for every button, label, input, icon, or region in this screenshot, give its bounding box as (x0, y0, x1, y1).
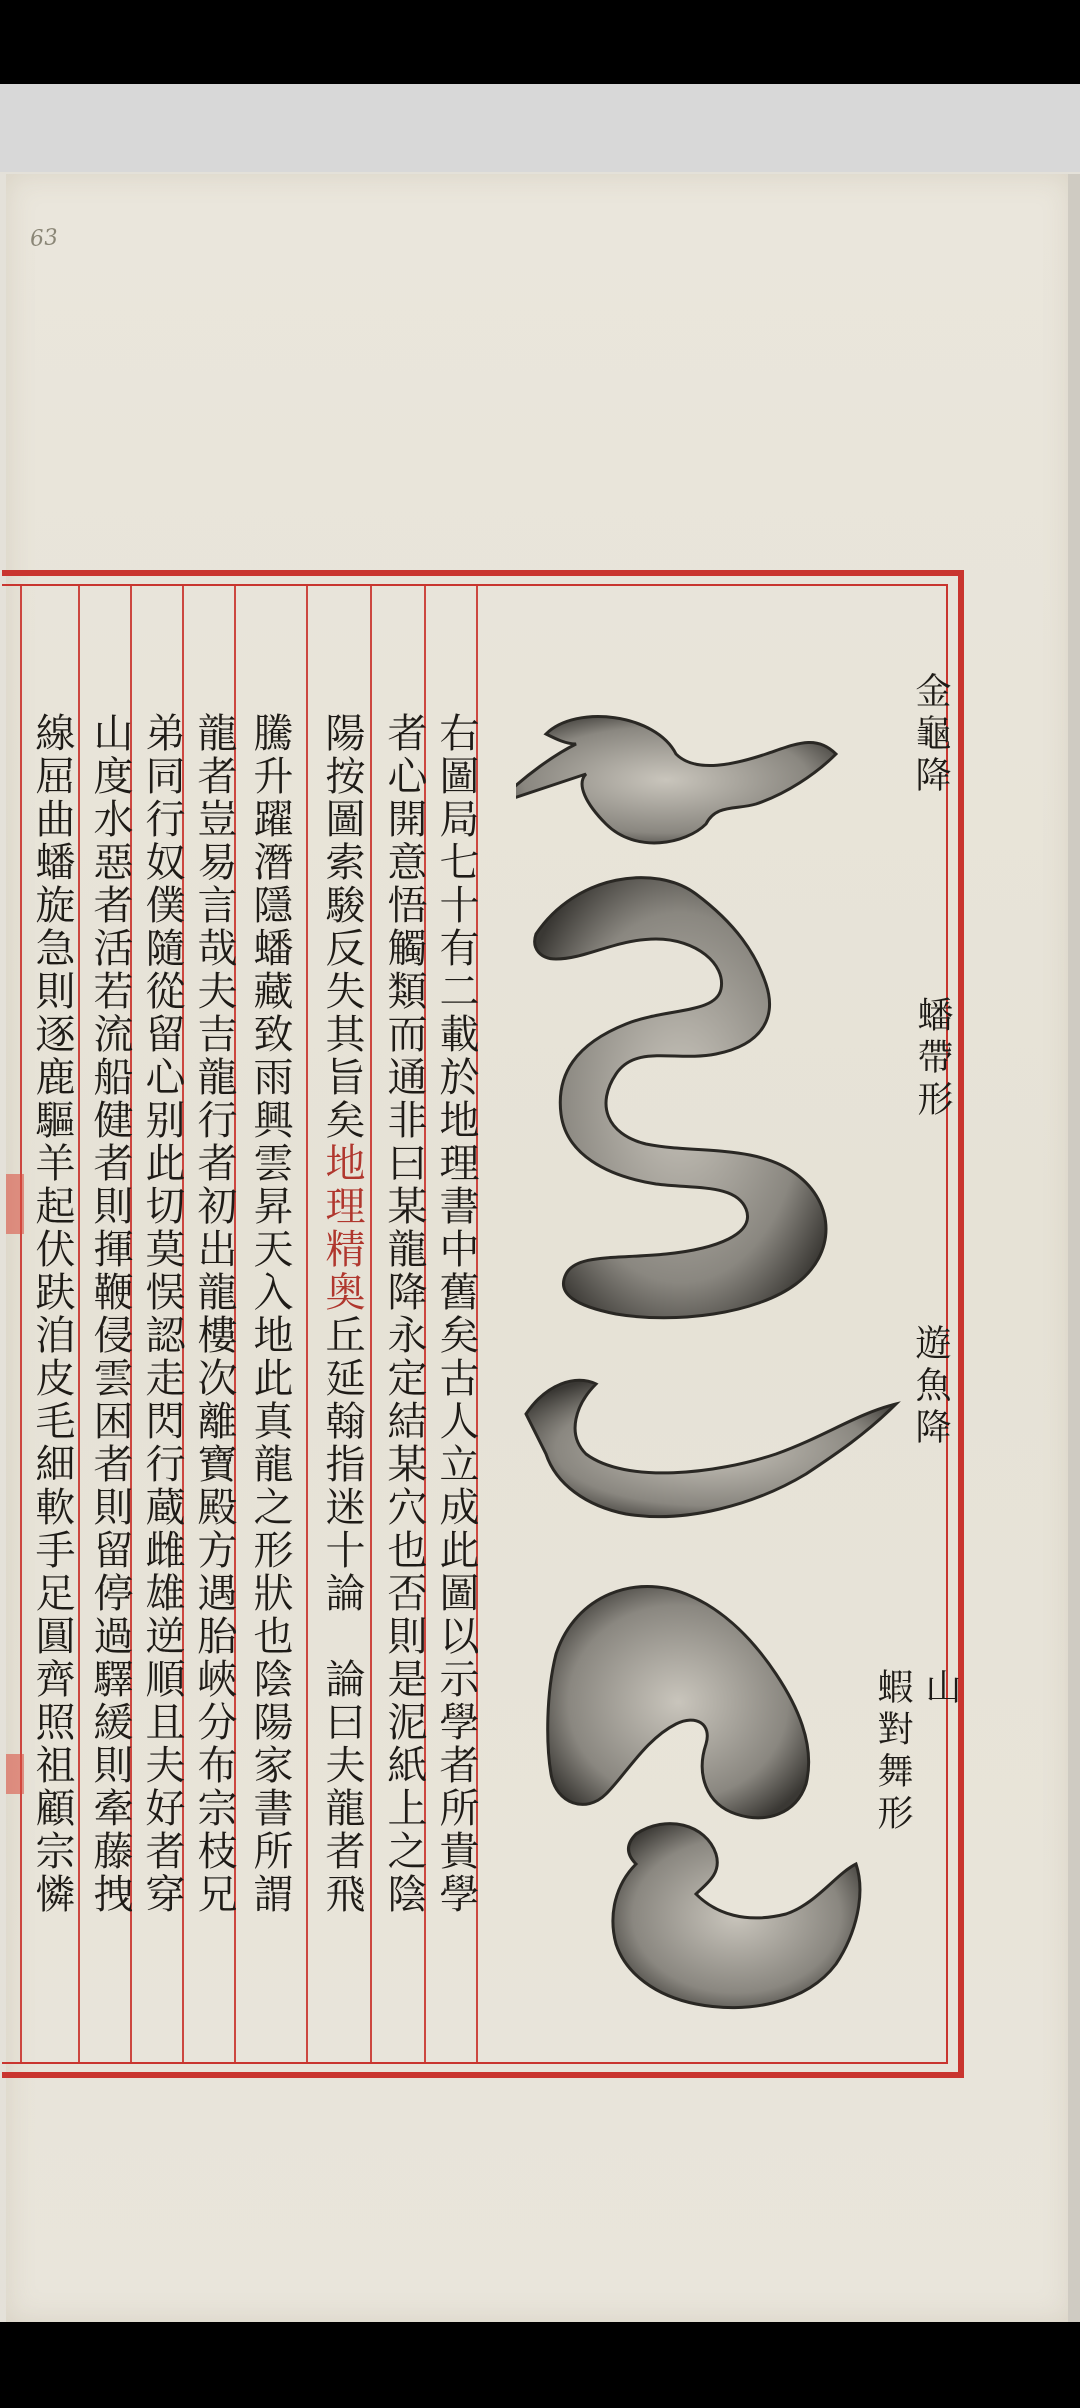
page-edge (1068, 174, 1080, 2322)
label-golden-turtle: 金龜降 (910, 672, 951, 798)
text-run: 陽按圖索駿反失其旨矣 (319, 712, 365, 1142)
text-column-1: 右圖局七十有二載於地理書中舊矣古人立成此圖以示學者所貴學 (433, 712, 479, 1916)
column-rule (370, 586, 372, 2062)
red-ink-spot (6, 1174, 24, 1234)
text-column-4: 騰升躍潛隱蟠藏致雨興雲昇天入地此真龍之形狀也陰陽家書所謂 (247, 712, 293, 1916)
column-rule (306, 586, 308, 2062)
column-rule (20, 586, 22, 2062)
label-coiled-belt: 蟠帶形 (912, 996, 953, 1122)
golden-turtle-shape (516, 717, 836, 843)
label-swimming-fish: 遊魚降 (910, 1324, 951, 1450)
top-letterbox (0, 0, 1080, 84)
text-column-8: 線屈曲蟠旋急則逐鹿驅羊起伏趺洎皮毛細軟手足圓齊照祖顧宗憐 (29, 712, 75, 1916)
shrimp-shape (548, 1587, 860, 2008)
text-column-2: 者心開意悟觸類而通非曰某龍降永定結某穴也否則是泥紙上之陰 (381, 712, 427, 1916)
coiled-belt-shape (535, 878, 826, 1318)
label-line: 蝦對舞形 (872, 1668, 913, 1836)
text-run: 丘延翰指迷十論 論曰夫龍者飛 (319, 1314, 365, 1916)
swimming-fish-shape (526, 1380, 896, 1516)
folio-number: 63 (29, 225, 59, 252)
red-ink-spot (6, 1754, 24, 1794)
red-book-title: 地理精奥 (319, 1142, 365, 1314)
book-page (6, 174, 1072, 2322)
text-column-3 (314, 712, 370, 2052)
text-column-6: 弟同行奴僕隨從留心别此切莫悮認走閃行蔵雌雄逆順且夫好者穿 (139, 712, 185, 1916)
label-line: 山 (920, 1668, 961, 1710)
text-column-5: 龍者豈易言哉夫吉龍行者初出龍樓次離寶殿方遇胎峽分布宗枝兄 (191, 712, 237, 1916)
scan-background (0, 84, 1080, 172)
dragon-vein-illustration (516, 714, 916, 2034)
text-column-7: 山度水惡者活若流船健者則揮鞭侵雲困者則留停過驛緩則牽藤拽 (87, 712, 133, 1916)
bottom-letterbox (0, 2322, 1080, 2408)
